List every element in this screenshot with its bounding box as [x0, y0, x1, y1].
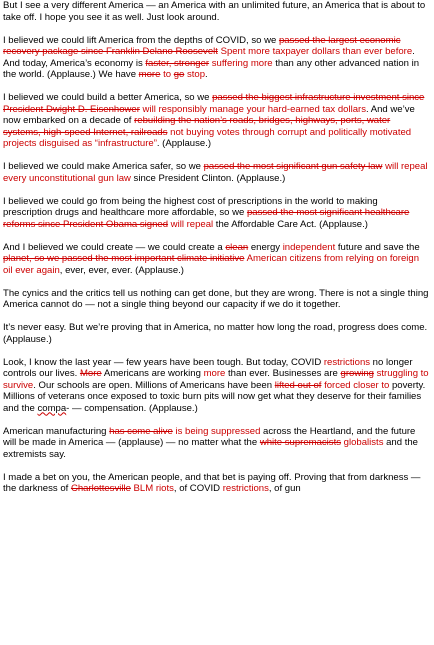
- paragraph: [3, 92, 429, 150]
- inserted-text: independent: [282, 241, 336, 253]
- text-run: , of COVID: [173, 483, 223, 494]
- text-run: . (Applause.): [156, 138, 212, 149]
- inserted-text: will responsibly manage your hard-earned tax dollars: [139, 103, 366, 115]
- paragraph: [3, 426, 429, 461]
- paragraph: [3, 35, 429, 81]
- deleted-text: More: [79, 368, 102, 379]
- inserted-text: not buying votes through corrupt and politically motivated projects disguised as “infrastructure”: [3, 126, 412, 149]
- text-run: I believed we could go from being the highest cost of prescriptions in the world to making prescription drugs and healthcare more affordable, so we: [3, 195, 378, 218]
- text-run: American manufacturing: [3, 425, 110, 437]
- text-run: future and save the: [335, 241, 420, 253]
- text-run: But I see a very different America — an America with an unlimited future, an America that is about to take off. I hope you see it as well. Just look around.: [3, 0, 426, 23]
- inserted-text: is being suppressed: [172, 425, 261, 437]
- deleted-text: has come alive: [109, 425, 173, 437]
- text-run: , ever, ever, ever. (Applause.): [59, 264, 184, 276]
- inserted-text: will repeal: [168, 218, 214, 230]
- text-run: . Our schools are open. Millions of Americans have been: [33, 379, 275, 391]
- deleted-text: passed the largest economic recovery package since Franklin Delano Roosevelt: [3, 34, 401, 57]
- inserted-text: restrictions: [222, 483, 269, 494]
- text-run: .: [205, 69, 208, 80]
- text-run: It’s never easy. But we’re proving that in America, no matter how long the road, progress does come. (Applause.): [3, 322, 428, 345]
- text-run: than any other advanced nation in the world. (Applause.) We have: [3, 57, 420, 80]
- text-run: Americans are working: [101, 368, 204, 379]
- deleted-text: passed the biggest infrastructure investment since President Dwight D. Eisenhower: [3, 92, 425, 115]
- inserted-text: restrictions: [323, 356, 371, 368]
- deleted-text: Charlottesville: [70, 483, 131, 494]
- inserted-text: stop: [184, 69, 206, 80]
- deleted-text: rebuilding the nation’s roads, bridges, highways, ports, water systems, high-speed Internet, railroads: [3, 115, 391, 138]
- text-run: The cynics and the critics tell us nothing can get done, but they are wrong. There is not a single thing America cannot do — not a single thing beyond our capacity if we do it together.: [3, 287, 429, 310]
- text-run: I believed we could make America safer, so we: [3, 161, 204, 172]
- deleted-text: clean: [225, 241, 249, 253]
- paragraph: [3, 242, 429, 277]
- text-run: . And we’ve now embarked on a decade of: [3, 103, 415, 126]
- paragraph: [3, 472, 429, 495]
- deleted-text: growing: [340, 368, 374, 379]
- paragraph: [3, 196, 429, 231]
- text-run: no longer controls our lives.: [3, 356, 413, 379]
- deleted-text: more: [138, 69, 161, 80]
- text-run: since President Clinton. (Applause.): [130, 172, 286, 184]
- deleted-text: white supremacists: [259, 437, 342, 448]
- text-run: , of gun: [268, 483, 301, 494]
- text-run: . And today, America’s economy is: [3, 46, 415, 69]
- text-run: I believed we could build a better America, so we: [3, 92, 213, 103]
- deleted-text: go: [173, 69, 185, 80]
- inserted-text: suffering more: [209, 57, 273, 69]
- text-run: poverty. Millions of veterans once exposed to toxic burn pits will now get what they deserve for their families and the: [3, 379, 426, 414]
- text-run: I believed we could lift America from the depths of COVID, so we: [3, 34, 279, 46]
- paragraph: [3, 288, 429, 311]
- text-run: And I believed we could create — we could create a: [3, 241, 226, 253]
- inserted-text: to: [163, 69, 174, 80]
- paragraph: [3, 357, 429, 415]
- inserted-text: struggling to survive: [3, 368, 429, 391]
- text-run: and the extremists say.: [3, 437, 418, 460]
- inserted-text: more: [203, 368, 226, 379]
- deleted-text: passed the most significant gun safety law: [203, 161, 383, 172]
- text-run: I made a bet on you, the American people, and that bet is paying off. Proving that from darkness — the darkness of: [3, 471, 421, 494]
- misspelled-text: compa: [37, 402, 67, 414]
- text-run: - — compensation. (Applause.): [66, 402, 198, 414]
- inserted-text: BLM riots: [130, 483, 174, 494]
- text-run: the Affordable Care Act. (Applause.): [213, 218, 368, 230]
- inserted-text: Spent more taxpayer dollars than ever before: [217, 46, 413, 57]
- text-run: across the Heartland, and the future will be made in America — (applause) — no matter what the: [3, 425, 416, 448]
- inserted-text: globalists: [341, 437, 384, 448]
- deleted-text: faster, stronger: [145, 57, 210, 69]
- text-run: Look, I know the last year — few years have been tough. But today, COVID: [3, 356, 324, 368]
- inserted-text: forced closer to: [321, 379, 390, 391]
- deleted-text: passed the most significant healthcare reforms since President Obama signed: [3, 207, 410, 230]
- inserted-text: American citizens from relying on foreign oil ever again: [3, 253, 420, 276]
- deleted-text: planet, so we passed the most important climate initiative: [3, 253, 245, 264]
- deleted-text: lifted out of: [274, 379, 322, 391]
- paragraph: [3, 0, 429, 23]
- inserted-text: will repeal every unconstitutional gun law: [3, 161, 428, 184]
- paragraph: [3, 161, 429, 184]
- paragraph: [3, 322, 429, 345]
- text-run: than ever. Businesses are: [225, 368, 341, 379]
- text-run: energy: [248, 241, 283, 253]
